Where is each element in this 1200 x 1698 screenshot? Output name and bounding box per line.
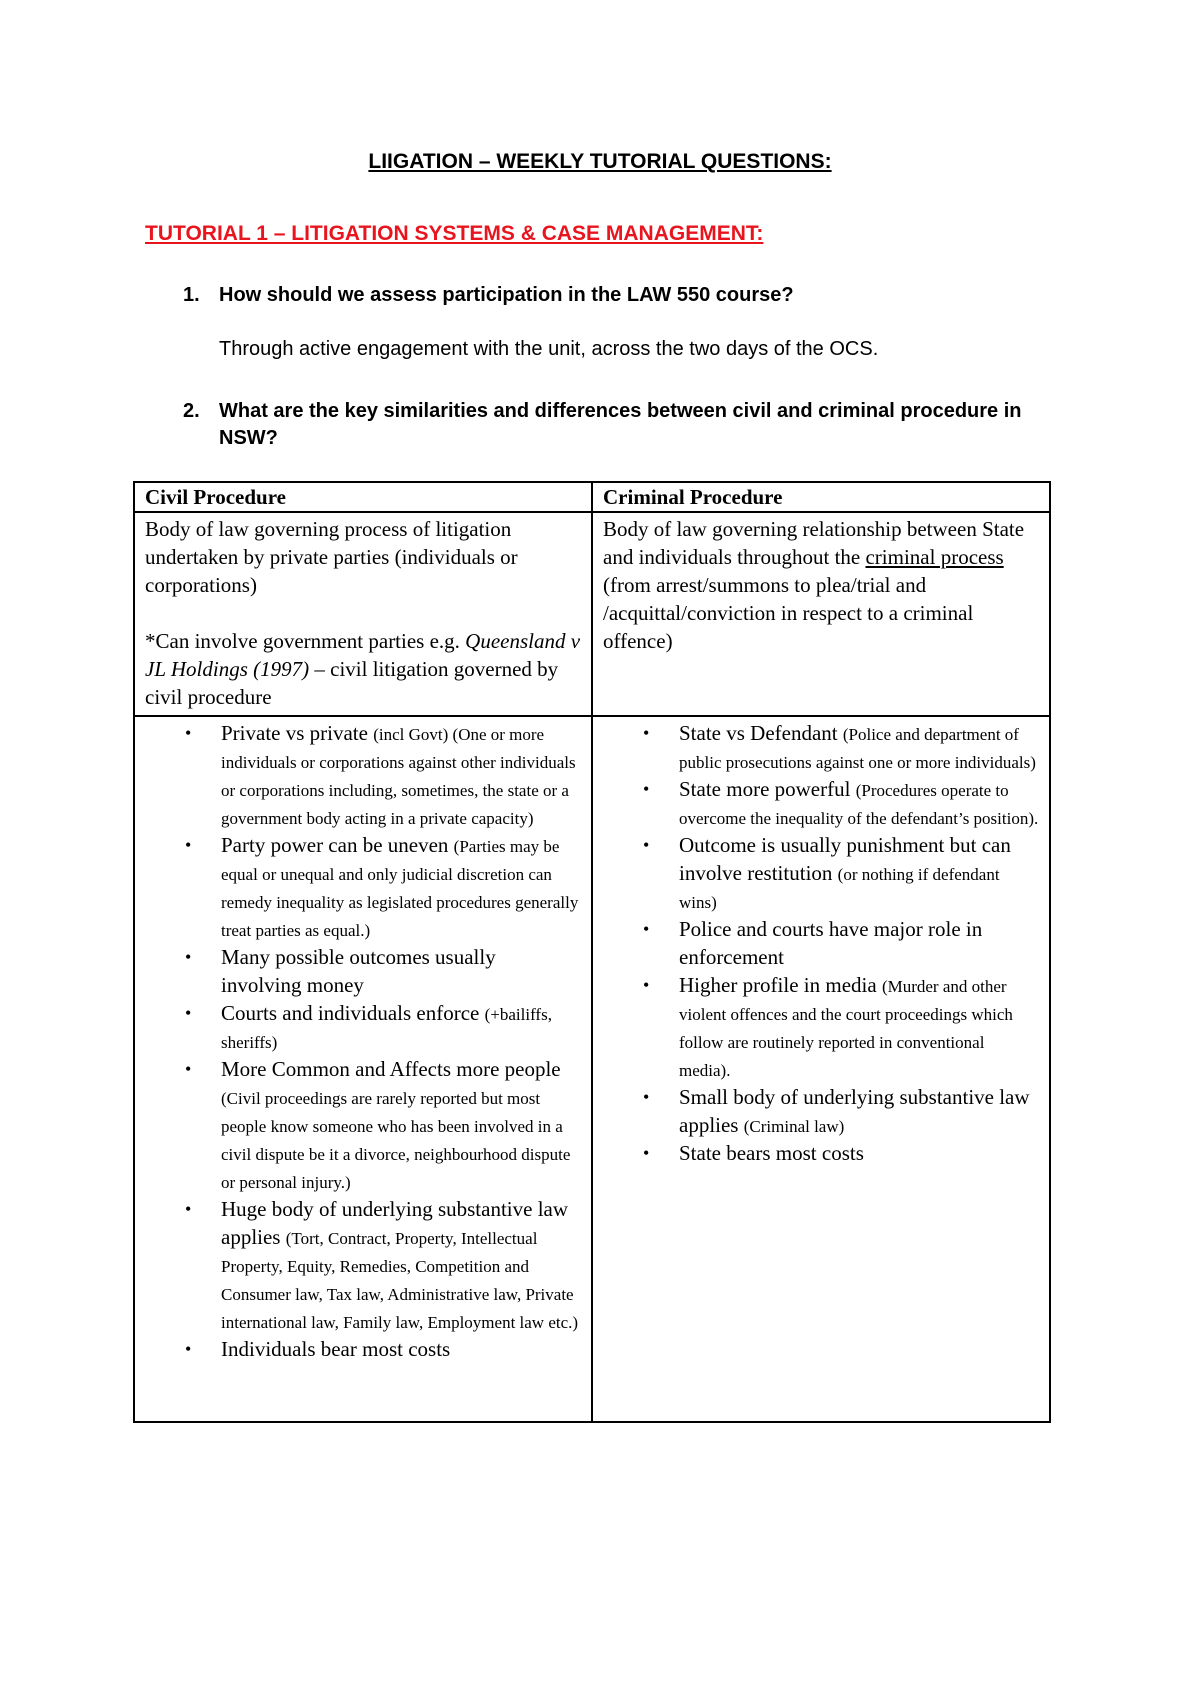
civil-definition: Body of law governing process of litigation undertaken by private parties (individuals or corporations)	[145, 517, 518, 597]
criminal-def-suffix: (from arrest/summons to plea/trial and /acquittal/conviction in respect to a criminal offence)	[603, 573, 974, 653]
header-civil: Civil Procedure	[134, 482, 592, 512]
civil-definition-cell	[134, 512, 592, 716]
civil-points-cell	[134, 716, 592, 1422]
header-criminal: Criminal Procedure	[592, 482, 1050, 512]
list-item: • Private vs private (incl Govt) (One or more individuals or corporations against other individuals or corporations including, sometimes, the state or a government body acting in a private capacity)	[221, 719, 581, 831]
civil-note	[145, 627, 581, 711]
list-item: • State vs Defendant (Police and department of public prosecutions against one or more individuals)	[679, 719, 1039, 775]
list-item: • Higher profile in media (Murder and other violent offences and the court proceedings which follow are routinely reported in conventional media).	[679, 971, 1039, 1083]
question-number: 1.	[183, 284, 200, 306]
list-item: • State more powerful (Procedures operate to overcome the inequality of the defendant’s position).	[679, 775, 1039, 831]
question-text: How should we assess participation in the LAW 550 course?	[219, 284, 794, 306]
list-item: • Huge body of underlying substantive law applies (Tort, Contract, Property, Intellectual Property, Equity, Remedies, Competition and Consumer law, Tax law, Administrative law, Private international law, Family law, Employment law etc.)	[221, 1195, 581, 1335]
list-item: • Police and courts have major role in enforcement	[679, 915, 1039, 971]
list-item: • Courts and individuals enforce (+bailiffs, sheriffs)	[221, 999, 581, 1055]
criminal-points-list	[603, 719, 1039, 1167]
list-item: • More Common and Affects more people (Civil proceedings are rarely reported but most people know someone who has been involved in a civil dispute be it a divorce, neighbourhood dispute or personal injury.)	[221, 1055, 581, 1195]
document-title: LIIGATION – WEEKLY TUTORIAL QUESTIONS:	[368, 150, 832, 173]
list-item: • Party power can be uneven (Parties may be equal or unequal and only judicial discretion can remedy inequality as legislated procedures generally treat parties as equal.)	[221, 831, 581, 943]
criminal-definition-cell	[592, 512, 1050, 716]
criminal-def-prefix: Body of law governing relationship between State and individuals throughout the	[603, 517, 1025, 569]
bullets-row	[134, 716, 1050, 1422]
question-text: What are the key similarities and differences between civil and criminal procedure in NSW?	[219, 400, 1022, 449]
criminal-points-cell	[592, 716, 1050, 1422]
list-item: • Many possible outcomes usually involving money	[221, 943, 581, 999]
civil-note-suffix: – civil litigation governed by civil procedure	[145, 657, 559, 709]
list-item: • Small body of underlying substantive law applies (Criminal law)	[679, 1083, 1039, 1139]
case-citation: Queensland v JL Holdings (1997)	[145, 629, 581, 681]
comparison-table	[133, 481, 1051, 1423]
list-item: • State bears most costs	[679, 1139, 1039, 1167]
civil-points-list	[145, 719, 581, 1363]
criminal-process-term: criminal process	[865, 545, 1004, 569]
question-number: 2.	[183, 400, 200, 422]
civil-note-prefix: *Can involve government parties e.g.	[145, 629, 466, 653]
criminal-definition	[603, 515, 1039, 655]
tutorial-heading: TUTORIAL 1 – LITIGATION SYSTEMS & CASE MANAGEMENT:	[145, 222, 764, 245]
list-item: • Individuals bear most costs	[221, 1335, 581, 1363]
question-1-answer: Through active engagement with the unit, across the two days of the OCS.	[219, 338, 879, 360]
list-item: • Outcome is usually punishment but can involve restitution (or nothing if defendant wins)	[679, 831, 1039, 915]
table-header-row	[134, 482, 1050, 512]
definition-row	[134, 512, 1050, 716]
